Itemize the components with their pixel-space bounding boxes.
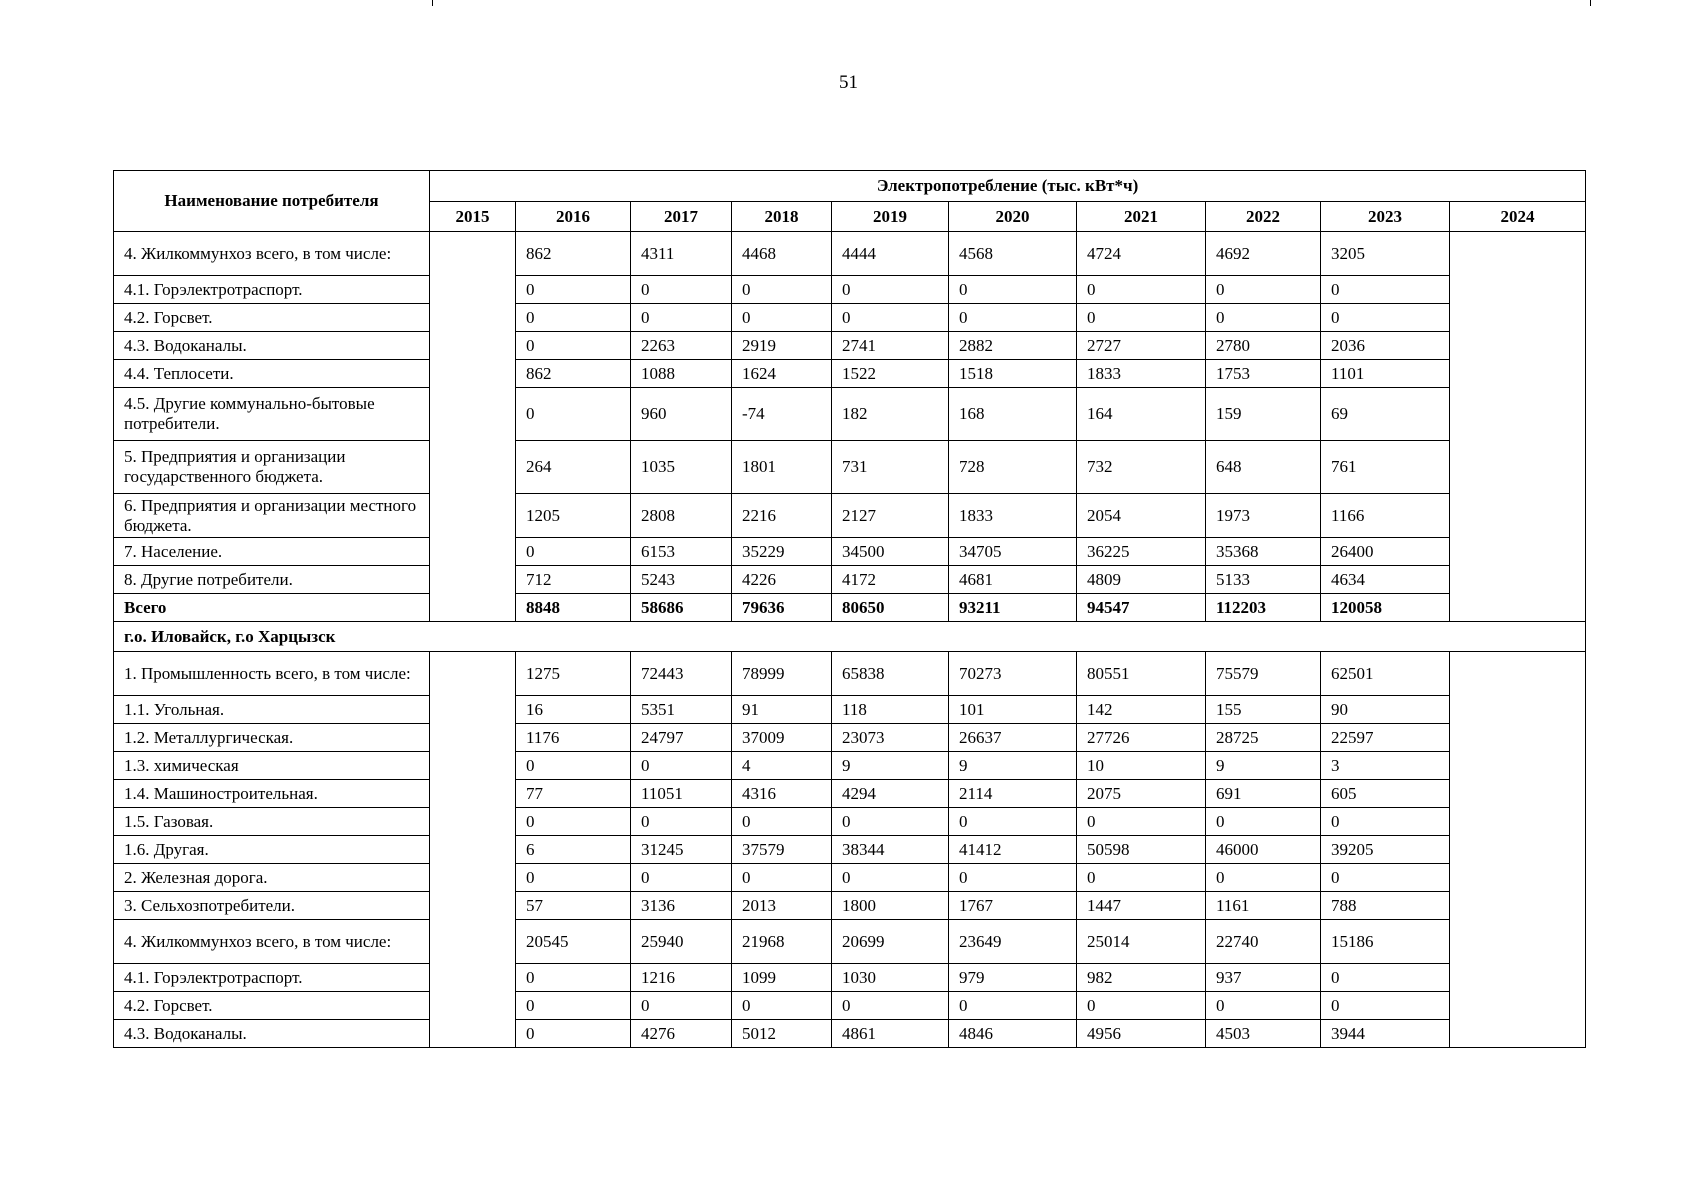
value-cell: 2114: [949, 780, 1077, 808]
value-cell: 1518: [949, 360, 1077, 388]
value-cell: 8848: [516, 594, 631, 622]
value-cell: 69: [1321, 388, 1450, 441]
year-header: 2017: [631, 202, 732, 232]
value-cell: 0: [732, 304, 832, 332]
section-title: г.о. Иловайск, г.о Харцызск: [114, 622, 1586, 652]
value-cell: 982: [1077, 964, 1206, 992]
value-cell: 23073: [832, 724, 949, 752]
value-cell: 4861: [832, 1020, 949, 1048]
value-cell: 3205: [1321, 232, 1450, 276]
value-cell: 0: [949, 992, 1077, 1020]
value-cell: 0: [1321, 992, 1450, 1020]
value-cell: 11051: [631, 780, 732, 808]
table-row: [114, 780, 1586, 808]
value-cell: 4311: [631, 232, 732, 276]
value-cell: 46000: [1206, 836, 1321, 864]
year-2024-empty-cell: [1450, 652, 1586, 1048]
value-cell: 159: [1206, 388, 1321, 441]
value-cell: 77: [516, 780, 631, 808]
value-cell: 118: [832, 696, 949, 724]
top-edge-mark-right: [1590, 0, 1591, 6]
value-cell: 26637: [949, 724, 1077, 752]
year-2015-empty-cell: [430, 232, 516, 622]
value-cell: 34705: [949, 538, 1077, 566]
value-cell: 0: [732, 992, 832, 1020]
year-header: 2021: [1077, 202, 1206, 232]
value-cell: 70273: [949, 652, 1077, 696]
value-cell: 4172: [832, 566, 949, 594]
value-cell: 0: [631, 752, 732, 780]
table-row: [114, 724, 1586, 752]
value-cell: 2263: [631, 332, 732, 360]
table-row: [114, 992, 1586, 1020]
value-cell: 4809: [1077, 566, 1206, 594]
consumer-name-cell: 3. Сельхозпотребители.: [114, 892, 430, 920]
value-cell: 27726: [1077, 724, 1206, 752]
value-cell: 0: [949, 864, 1077, 892]
value-cell: 0: [631, 276, 732, 304]
year-header: 2016: [516, 202, 631, 232]
value-cell: 6153: [631, 538, 732, 566]
table-row: [114, 1020, 1586, 1048]
consumer-name-cell: 4.3. Водоканалы.: [114, 1020, 430, 1048]
value-cell: 80551: [1077, 652, 1206, 696]
consumer-name-cell: 4. Жилкоммунхоз всего, в том числе:: [114, 920, 430, 964]
value-cell: 4: [732, 752, 832, 780]
value-cell: 0: [631, 304, 732, 332]
value-cell: 2808: [631, 494, 732, 538]
consumer-name-cell: 6. Предприятия и организации местного бюджета.: [114, 494, 430, 538]
consumer-name-cell: 4.1. Горэлектротраспорт.: [114, 964, 430, 992]
value-cell: 0: [516, 1020, 631, 1048]
value-cell: 1753: [1206, 360, 1321, 388]
year-2024-empty-cell: [1450, 232, 1586, 622]
value-cell: 1275: [516, 652, 631, 696]
value-cell: 3136: [631, 892, 732, 920]
value-cell: 62501: [1321, 652, 1450, 696]
value-cell: 41412: [949, 836, 1077, 864]
value-cell: 16: [516, 696, 631, 724]
value-cell: 37009: [732, 724, 832, 752]
value-cell: 142: [1077, 696, 1206, 724]
value-cell: 5351: [631, 696, 732, 724]
table-row: [114, 388, 1586, 441]
value-cell: 1030: [832, 964, 949, 992]
value-cell: 0: [1206, 304, 1321, 332]
value-cell: 1161: [1206, 892, 1321, 920]
value-cell: 9: [832, 752, 949, 780]
value-cell: 0: [516, 538, 631, 566]
value-cell: 1216: [631, 964, 732, 992]
value-cell: 0: [631, 992, 732, 1020]
value-cell: 25940: [631, 920, 732, 964]
year-header: 2020: [949, 202, 1077, 232]
value-cell: 0: [1206, 992, 1321, 1020]
value-cell: 0: [732, 276, 832, 304]
table-row: [114, 441, 1586, 494]
table-row: [114, 864, 1586, 892]
value-cell: 78999: [732, 652, 832, 696]
value-cell: 648: [1206, 441, 1321, 494]
value-cell: 937: [1206, 964, 1321, 992]
table-row: [114, 892, 1586, 920]
value-cell: 4468: [732, 232, 832, 276]
value-cell: 0: [516, 964, 631, 992]
value-cell: 22597: [1321, 724, 1450, 752]
value-cell: 1088: [631, 360, 732, 388]
value-cell: 0: [516, 992, 631, 1020]
value-cell: 0: [732, 808, 832, 836]
value-cell: 38344: [832, 836, 949, 864]
value-cell: 182: [832, 388, 949, 441]
value-cell: 21968: [732, 920, 832, 964]
value-cell: 0: [1321, 276, 1450, 304]
value-cell: 3: [1321, 752, 1450, 780]
value-cell: 5133: [1206, 566, 1321, 594]
value-cell: 26400: [1321, 538, 1450, 566]
consumer-name-cell: 4. Жилкоммунхоз всего, в том числе:: [114, 232, 430, 276]
table-row: [114, 808, 1586, 836]
value-cell: 1101: [1321, 360, 1450, 388]
value-cell: 168: [949, 388, 1077, 441]
value-cell: 0: [631, 864, 732, 892]
value-cell: 36225: [1077, 538, 1206, 566]
value-cell: 2036: [1321, 332, 1450, 360]
value-cell: 0: [949, 304, 1077, 332]
table-row: [114, 696, 1586, 724]
value-cell: 4846: [949, 1020, 1077, 1048]
value-cell: 731: [832, 441, 949, 494]
value-cell: 39205: [1321, 836, 1450, 864]
value-cell: 20699: [832, 920, 949, 964]
value-cell: 728: [949, 441, 1077, 494]
value-cell: 1522: [832, 360, 949, 388]
year-header: 2022: [1206, 202, 1321, 232]
value-cell: 0: [832, 276, 949, 304]
consumption-group-header: Электропотребление (тыс. кВт*ч): [430, 171, 1586, 202]
electricity-consumption-table: [113, 170, 1586, 1048]
consumer-name-cell: 4.4. Теплосети.: [114, 360, 430, 388]
consumer-name-cell: 1.1. Угольная.: [114, 696, 430, 724]
value-cell: 0: [1321, 864, 1450, 892]
year-header: 2018: [732, 202, 832, 232]
consumer-name-cell: 1.6. Другая.: [114, 836, 430, 864]
value-cell: 0: [732, 864, 832, 892]
value-cell: 605: [1321, 780, 1450, 808]
value-cell: 1035: [631, 441, 732, 494]
value-cell: 91: [732, 696, 832, 724]
value-cell: 0: [516, 332, 631, 360]
value-cell: 4226: [732, 566, 832, 594]
consumer-name-cell: 7. Население.: [114, 538, 430, 566]
value-cell: 1099: [732, 964, 832, 992]
year-header: 2019: [832, 202, 949, 232]
value-cell: 0: [1077, 992, 1206, 1020]
value-cell: 2127: [832, 494, 949, 538]
value-cell: 5243: [631, 566, 732, 594]
value-cell: 120058: [1321, 594, 1450, 622]
value-cell: 23649: [949, 920, 1077, 964]
value-cell: 1833: [1077, 360, 1206, 388]
consumer-name-cell: 2. Железная дорога.: [114, 864, 430, 892]
value-cell: 2882: [949, 332, 1077, 360]
table-row: [114, 752, 1586, 780]
value-cell: 0: [516, 864, 631, 892]
value-cell: 732: [1077, 441, 1206, 494]
value-cell: 1767: [949, 892, 1077, 920]
value-cell: 2727: [1077, 332, 1206, 360]
consumer-name-header: Наименование потребителя: [114, 171, 430, 232]
table-row: [114, 566, 1586, 594]
section-row: [114, 622, 1586, 652]
value-cell: -74: [732, 388, 832, 441]
consumer-name-cell: 4.1. Горэлектротраспорт.: [114, 276, 430, 304]
year-header: 2023: [1321, 202, 1450, 232]
consumer-name-cell: 1.2. Металлургическая.: [114, 724, 430, 752]
consumer-name-cell: 1.3. химическая: [114, 752, 430, 780]
value-cell: 0: [1077, 864, 1206, 892]
value-cell: 1166: [1321, 494, 1450, 538]
value-cell: 35368: [1206, 538, 1321, 566]
value-cell: 9: [1206, 752, 1321, 780]
value-cell: 112203: [1206, 594, 1321, 622]
value-cell: 34500: [832, 538, 949, 566]
year-header: 2015: [430, 202, 516, 232]
value-cell: 0: [949, 276, 1077, 304]
table-row: [114, 304, 1586, 332]
value-cell: 3944: [1321, 1020, 1450, 1048]
consumer-name-cell: 1. Промышленность всего, в том числе:: [114, 652, 430, 696]
value-cell: 0: [516, 388, 631, 441]
value-cell: 0: [1206, 276, 1321, 304]
value-cell: 979: [949, 964, 1077, 992]
value-cell: 65838: [832, 652, 949, 696]
value-cell: 5012: [732, 1020, 832, 1048]
top-edge-mark-left: [432, 0, 433, 6]
value-cell: 0: [1077, 304, 1206, 332]
consumer-name-cell: 4.2. Горсвет.: [114, 992, 430, 1020]
value-cell: 15186: [1321, 920, 1450, 964]
value-cell: 4294: [832, 780, 949, 808]
value-cell: 0: [631, 808, 732, 836]
table-row: [114, 538, 1586, 566]
value-cell: 9: [949, 752, 1077, 780]
consumer-name-cell: 8. Другие потребители.: [114, 566, 430, 594]
value-cell: 0: [1206, 864, 1321, 892]
table-row: [114, 920, 1586, 964]
value-cell: 6: [516, 836, 631, 864]
total-row: [114, 594, 1586, 622]
value-cell: 2216: [732, 494, 832, 538]
value-cell: 10: [1077, 752, 1206, 780]
value-cell: 2054: [1077, 494, 1206, 538]
year-2015-empty-cell: [430, 652, 516, 1048]
value-cell: 4634: [1321, 566, 1450, 594]
value-cell: 0: [1077, 808, 1206, 836]
value-cell: 37579: [732, 836, 832, 864]
value-cell: 24797: [631, 724, 732, 752]
value-cell: 94547: [1077, 594, 1206, 622]
value-cell: 0: [1077, 276, 1206, 304]
value-cell: 0: [516, 276, 631, 304]
value-cell: 4724: [1077, 232, 1206, 276]
value-cell: 264: [516, 441, 631, 494]
value-cell: 2780: [1206, 332, 1321, 360]
value-cell: 28725: [1206, 724, 1321, 752]
value-cell: 155: [1206, 696, 1321, 724]
value-cell: 1205: [516, 494, 631, 538]
value-cell: 50598: [1077, 836, 1206, 864]
value-cell: 58686: [631, 594, 732, 622]
value-cell: 4956: [1077, 1020, 1206, 1048]
value-cell: 0: [832, 808, 949, 836]
value-cell: 862: [516, 232, 631, 276]
consumer-name-cell: Всего: [114, 594, 430, 622]
table-row: [114, 232, 1586, 276]
year-header: 2024: [1450, 202, 1586, 232]
value-cell: 75579: [1206, 652, 1321, 696]
table-row: [114, 332, 1586, 360]
value-cell: 0: [949, 808, 1077, 836]
value-cell: 35229: [732, 538, 832, 566]
value-cell: 4503: [1206, 1020, 1321, 1048]
value-cell: 31245: [631, 836, 732, 864]
value-cell: 0: [832, 304, 949, 332]
consumer-name-cell: 4.3. Водоканалы.: [114, 332, 430, 360]
value-cell: 57: [516, 892, 631, 920]
consumer-name-cell: 1.5. Газовая.: [114, 808, 430, 836]
value-cell: 101: [949, 696, 1077, 724]
value-cell: 712: [516, 566, 631, 594]
page-number: 51: [839, 72, 858, 93]
value-cell: 22740: [1206, 920, 1321, 964]
value-cell: 93211: [949, 594, 1077, 622]
table-row: [114, 964, 1586, 992]
value-cell: 4276: [631, 1020, 732, 1048]
consumer-name-cell: 5. Предприятия и организации государственного бюджета.: [114, 441, 430, 494]
value-cell: 4692: [1206, 232, 1321, 276]
consumer-name-cell: 4.5. Другие коммунально-бытовые потребители.: [114, 388, 430, 441]
value-cell: 0: [1321, 808, 1450, 836]
value-cell: 72443: [631, 652, 732, 696]
value-cell: 4316: [732, 780, 832, 808]
value-cell: 0: [1321, 964, 1450, 992]
value-cell: 79636: [732, 594, 832, 622]
value-cell: 20545: [516, 920, 631, 964]
table-row: [114, 494, 1586, 538]
table-row: [114, 360, 1586, 388]
value-cell: 862: [516, 360, 631, 388]
value-cell: 4681: [949, 566, 1077, 594]
value-cell: 1176: [516, 724, 631, 752]
value-cell: 2741: [832, 332, 949, 360]
value-cell: 0: [832, 992, 949, 1020]
value-cell: 2919: [732, 332, 832, 360]
value-cell: 2075: [1077, 780, 1206, 808]
value-cell: 1624: [732, 360, 832, 388]
value-cell: 0: [1206, 808, 1321, 836]
value-cell: 1447: [1077, 892, 1206, 920]
value-cell: 1973: [1206, 494, 1321, 538]
value-cell: 960: [631, 388, 732, 441]
value-cell: 1833: [949, 494, 1077, 538]
value-cell: 1800: [832, 892, 949, 920]
consumer-name-cell: 4.2. Горсвет.: [114, 304, 430, 332]
value-cell: 4568: [949, 232, 1077, 276]
value-cell: 2013: [732, 892, 832, 920]
table-row: [114, 652, 1586, 696]
value-cell: 0: [516, 752, 631, 780]
consumer-name-cell: 1.4. Машиностроительная.: [114, 780, 430, 808]
value-cell: 761: [1321, 441, 1450, 494]
value-cell: 0: [516, 304, 631, 332]
value-cell: 4444: [832, 232, 949, 276]
table-header: [114, 171, 1586, 232]
value-cell: 80650: [832, 594, 949, 622]
value-cell: 0: [1321, 304, 1450, 332]
value-cell: 25014: [1077, 920, 1206, 964]
value-cell: 0: [516, 808, 631, 836]
table-row: [114, 276, 1586, 304]
value-cell: 1801: [732, 441, 832, 494]
value-cell: 788: [1321, 892, 1450, 920]
value-cell: 90: [1321, 696, 1450, 724]
value-cell: 164: [1077, 388, 1206, 441]
table-body: [114, 232, 1586, 1048]
value-cell: 691: [1206, 780, 1321, 808]
value-cell: 0: [832, 864, 949, 892]
table-row: [114, 836, 1586, 864]
